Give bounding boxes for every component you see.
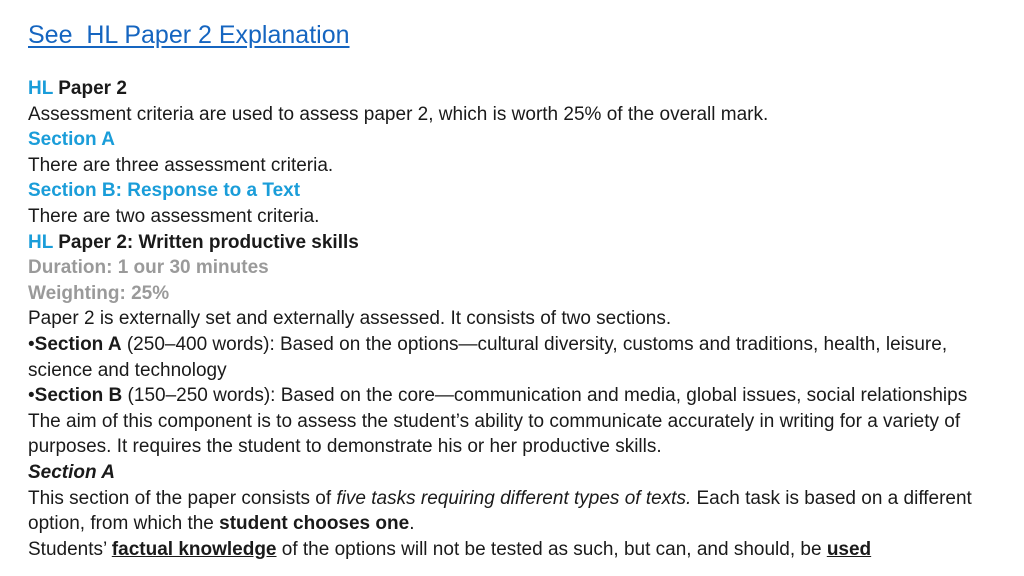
heading-text: Paper 2: Written productive skills [52, 231, 359, 253]
heading-text: Paper 2 [52, 78, 127, 99]
section-a-italic-heading: Section A [28, 461, 115, 483]
section-b-heading: Section B: Response to a Text [28, 180, 301, 202]
assessment-criteria-paragraph: Assessment criteria are used to assess paper 2, which is worth 25% of the overall mark. [28, 103, 769, 125]
text-run: Each task is based on a different option, from which the [28, 487, 972, 535]
heading-hl-paper-2 [28, 76, 1008, 102]
text-run-bold-underline: used [826, 538, 872, 560]
hl-label: HL [28, 231, 53, 253]
section-a-description [28, 486, 1008, 537]
text-run: . [409, 513, 415, 535]
text-run-bold: student chooses one [219, 513, 410, 535]
duration-text: Duration: 1 our 30 minutes [28, 257, 269, 279]
weighting-text: Weighting: 25% [28, 282, 170, 304]
text-run: This section of the paper consists of [28, 487, 337, 509]
text-run-italic: five tasks requiring different types of texts. [336, 487, 692, 509]
bullet-glyph: • [28, 385, 35, 407]
bullet-text: (150–250 words): Based on the core—communication and media, global issues, social relationships [122, 385, 968, 407]
section-a-heading: Section A [28, 129, 115, 151]
text-run-bold-underline: factual knowledge [111, 538, 277, 560]
bullet-text: (250–400 words): Based on the options—cultural diversity, customs and traditions, health, leisure, science and technology [28, 333, 948, 381]
slide [28, 18, 1008, 562]
bullet-glyph: • [28, 333, 35, 355]
bullet-label: Section B [34, 385, 123, 407]
section-a-criteria-text: There are three assessment criteria. [28, 154, 334, 176]
bullet-section-b [28, 383, 1008, 409]
text-run: Students’ [28, 538, 112, 560]
paper-overview-text: Paper 2 is externally set and externally assessed. It consists of two sections. [28, 308, 672, 330]
factual-knowledge-paragraph [28, 537, 1008, 563]
slide-title-link[interactable]: See HL Paper 2 Explanation [28, 21, 350, 49]
section-b-criteria-text: There are two assessment criteria. [28, 205, 320, 227]
heading-written-productive-skills [28, 230, 1008, 256]
text-run: of the options will not be tested as such, but can, and should, be [276, 538, 827, 560]
bullet-label: Section A [34, 333, 122, 355]
aim-paragraph: The aim of this component is to assess the student’s ability to communicate accurately in writing for a variety of purposes. It requires the student to demonstrate his or her productive skills. [28, 410, 961, 458]
hl-label: HL [28, 78, 53, 99]
bullet-section-a [28, 332, 1008, 383]
